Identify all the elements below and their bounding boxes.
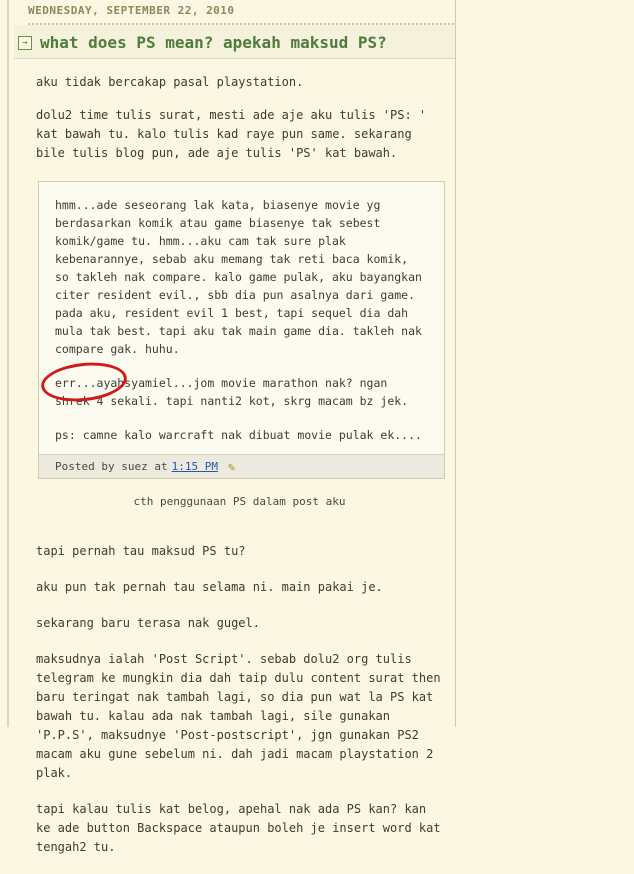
post-tail — [14, 542, 455, 857]
post-tail-line-4: maksudnya ialah 'Post Script'. sebab dolu2 org tulis telegram ke mungkin dia dah taip dulu content surat then baru teringat nak tambah lagi, so dia pun wat la PS kat bawah tu. kalau ada nak tambah lagi, sile gunakan 'P.P.S', maksudnye 'Post-postscript', jgn gunakan PS2 macam aku gune sebelum ni. dah jadi macam playstation 2 plak. — [36, 652, 441, 780]
post-tail-line-2: aku pun tak pernah tau selama ni. main pakai je. — [36, 580, 383, 594]
post-time-link[interactable]: 1:15 PM — [171, 460, 218, 473]
post-intro-line-1: aku tidak bercakap pasal playstation. — [36, 75, 304, 89]
image-caption: cth penggunaan PS dalam post aku — [133, 495, 346, 508]
post-tail-line-1: tapi pernah tau maksud PS tu? — [36, 544, 246, 558]
post-title[interactable]: what does PS mean? apekah maksud PS? — [40, 33, 387, 52]
post-tail-line-3: sekarang baru terasa nak gugel. — [36, 616, 260, 630]
link-arrow-icon: → — [18, 36, 32, 50]
posted-by-label: Posted by suez at — [55, 460, 168, 473]
post-title-row[interactable] — [14, 25, 455, 59]
spacer — [14, 508, 455, 542]
right-margin-rule — [455, 0, 456, 727]
quote-paragraph-2: err...ayahsyamiel...jom movie marathon nak? ngan shrek 4 sekali. tapi nanti2 kot, skrg macam bz jek. — [55, 376, 409, 408]
post-content-column — [14, 0, 455, 874]
pencil-icon[interactable]: ✎ — [227, 459, 236, 474]
left-margin-rule — [7, 0, 9, 727]
post-intro — [14, 73, 455, 163]
screenshot-quote-box — [38, 181, 445, 479]
quote-paragraph-1: hmm...ade seseorang lak kata, biasenye movie yg berdasarkan komik atau game biasenye tak sebest komik/game tu. hmm...aku cam tak sure plak kebenarannye, sebab aku memang tak reti baca komik, so takleh nak compare. kalo game pulak, aku bayangkan citer resident evil., sbb dia pun asalnya dari game. pada aku, resident evil 1 best, tapi sequel dia dah mula tak best. tapi aku tak main game dia. takleh nak compare gak. huhu. — [55, 198, 422, 356]
quote-body — [55, 196, 428, 444]
quote-post-footer — [39, 454, 444, 478]
post-tail-line-5: tapi kalau tulis kat belog, apehal nak ada PS kan? kan ke ade button Backspace ataupun boleh je insert word kat tengah2 tu. — [36, 802, 441, 854]
post-intro-line-2: dolu2 time tulis surat, mesti ade aje aku tulis 'PS: ' kat bawah tu. kalo tulis kad raye pun same. sekarang bile tulis blog pun, ade aje tulis 'PS' kat bawah. — [36, 108, 427, 160]
quote-paragraph-3: ps: camne kalo warcraft nak dibuat movie pulak ek.... — [55, 428, 422, 442]
post-date-header: WEDNESDAY, SEPTEMBER 22, 2010 — [28, 4, 235, 17]
